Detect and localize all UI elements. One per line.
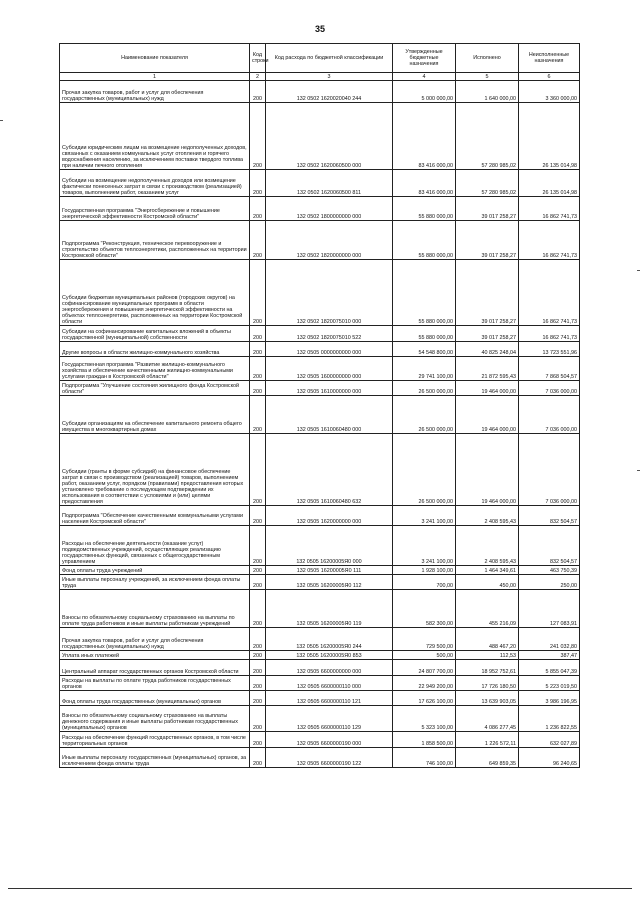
row-approved-amount: 5 000 000,00: [393, 81, 456, 103]
table-row: [60, 575, 580, 590]
row-approved-amount: 5 323 100,00: [393, 706, 456, 732]
row-line-code: 200: [250, 81, 266, 103]
row-unexecuted-amount: 832 504,57: [519, 506, 580, 526]
row-executed-amount: 17 726 180,50: [456, 676, 519, 691]
row-unexecuted-amount: 127 083,91: [519, 590, 580, 628]
row-name: Субсидии (гранты в форме субсидий) на финансовое обеспечение затрат в связи с производством (реализацией) товаров, выполнением работ, оказанием услуг, порядком (правилами) предоставления которых установлено требование о последующем подтверждении их использования в соответствии с условиями и (или) целями предоставления: [60, 434, 250, 506]
column-number: 4: [393, 73, 456, 81]
header-approved: Утвержденные бюджетные назначения: [393, 44, 456, 73]
row-executed-amount: 57 280 985,02: [456, 170, 519, 197]
row-budget-code: 132 0505 1610060480 632: [266, 434, 393, 506]
row-budget-code: 132 0505 6600000110 129: [266, 706, 393, 732]
row-name: Подпрограмма "Обеспечение качественными коммунальными услугами населения Костромской области": [60, 506, 250, 526]
row-approved-amount: 3 241 100,00: [393, 526, 456, 566]
row-budget-code: 132 0502 1820000000 000: [266, 221, 393, 260]
table-row: [60, 81, 580, 103]
row-executed-amount: 4 086 277,45: [456, 706, 519, 732]
row-line-code: 200: [250, 381, 266, 396]
row-executed-amount: 19 464 000,00: [456, 434, 519, 506]
row-executed-amount: 39 017 258,27: [456, 197, 519, 221]
row-approved-amount: 55 880 000,00: [393, 221, 456, 260]
table-row: [60, 660, 580, 676]
table-row: [60, 103, 580, 170]
row-budget-code: 132 0505 1600000000 000: [266, 357, 393, 381]
scan-edge-mark: [0, 120, 3, 121]
header-unexecuted: Неисполненные назначения: [519, 44, 580, 73]
row-approved-amount: 17 626 100,00: [393, 691, 456, 706]
row-line-code: 200: [250, 628, 266, 651]
row-unexecuted-amount: 3 360 000,00: [519, 81, 580, 103]
row-line-code: 200: [250, 396, 266, 434]
row-unexecuted-amount: 16 862 741,73: [519, 326, 580, 342]
row-line-code: 200: [250, 691, 266, 706]
row-budget-code: 132 0505 6600000190 000: [266, 732, 393, 748]
row-unexecuted-amount: 7 036 000,00: [519, 434, 580, 506]
row-executed-amount: 13 639 903,05: [456, 691, 519, 706]
row-name: Государственная программа "Развитие жилищно-коммунального хозяйства и обеспечение качественными жилищно-коммунальными услугами граждан в Костромской области": [60, 357, 250, 381]
row-approved-amount: 83 416 000,00: [393, 170, 456, 197]
row-line-code: 200: [250, 342, 266, 357]
row-executed-amount: 649 859,35: [456, 748, 519, 768]
row-approved-amount: 700,00: [393, 575, 456, 590]
row-budget-code: 132 0505 16200005Я0 119: [266, 590, 393, 628]
row-approved-amount: 26 500 000,00: [393, 434, 456, 506]
table-row: [60, 676, 580, 691]
row-approved-amount: 55 880 000,00: [393, 326, 456, 342]
table-row: [60, 197, 580, 221]
table-row: [60, 628, 580, 651]
row-approved-amount: 3 241 100,00: [393, 506, 456, 526]
row-line-code: 200: [250, 260, 266, 326]
row-name: Иные выплаты персоналу государственных (муниципальных) органов, за исключением фонда оплаты труда: [60, 748, 250, 768]
table-row: [60, 260, 580, 326]
row-executed-amount: 19 464 000,00: [456, 396, 519, 434]
column-number-row: [60, 73, 580, 81]
row-executed-amount: 2 408 595,43: [456, 526, 519, 566]
row-unexecuted-amount: 26 135 014,98: [519, 170, 580, 197]
row-approved-amount: 22 949 200,00: [393, 676, 456, 691]
table-row: [60, 748, 580, 768]
row-name: Другие вопросы в области жилищно-коммунального хозяйства: [60, 342, 250, 357]
header-row-code: Код строки: [250, 44, 266, 73]
row-budget-code: 132 0505 16200005Я0 112: [266, 575, 393, 590]
row-approved-amount: 54 548 800,00: [393, 342, 456, 357]
row-budget-code: 132 0505 1610000000 000: [266, 381, 393, 396]
row-name: Уплата иных платежей: [60, 651, 250, 660]
row-budget-code: 132 0502 1820075010 522: [266, 326, 393, 342]
column-number: 6: [519, 73, 580, 81]
row-name: Субсидии на возмещение недополученных доходов или возмещение фактически понесенных затрат в связи с производством (реализацией) товаров, выполнением работ, оказанием услуг: [60, 170, 250, 197]
row-budget-code: 132 0502 1820075010 000: [266, 260, 393, 326]
row-approved-amount: 1 858 500,00: [393, 732, 456, 748]
table-row: [60, 434, 580, 506]
row-executed-amount: 1 226 572,11: [456, 732, 519, 748]
column-number: 2: [250, 73, 266, 81]
row-name: Фонд оплаты труда учреждений: [60, 566, 250, 575]
row-name: Субсидии организациям на обеспечение капитального ремонта общего имущества в многоквартирных домах: [60, 396, 250, 434]
row-name: Взносы по обязательному социальному страхованию на выплаты по оплате труда работников и иные выплаты работникам учреждений: [60, 590, 250, 628]
row-executed-amount: 40 825 248,04: [456, 342, 519, 357]
row-name: Субсидии на софинансирование капитальных вложений в объекты государственной (муниципальной) собственности: [60, 326, 250, 342]
row-budget-code: 132 0505 6600000190 122: [266, 748, 393, 768]
row-budget-code: 132 0502 1620060500 000: [266, 103, 393, 170]
row-name: Расходы на обеспечение функций государственных органов, в том числе территориальных органов: [60, 732, 250, 748]
row-executed-amount: 39 017 258,27: [456, 221, 519, 260]
row-approved-amount: 55 880 000,00: [393, 197, 456, 221]
table-row: [60, 342, 580, 357]
row-approved-amount: 582 300,00: [393, 590, 456, 628]
row-name: Субсидии юридическим лицам на возмещение недополученных доходов, связанных с оказанием коммунальных услуг отопления и горячего водоснабжения населению, за исключением поставки твердого топлива при наличии печного отопления: [60, 103, 250, 170]
row-line-code: 200: [250, 566, 266, 575]
row-name: Взносы по обязательному социальному страхованию на выплаты денежного содержания и иные выплаты работникам государственных (муниципальных) органов: [60, 706, 250, 732]
row-unexecuted-amount: 3 986 196,95: [519, 691, 580, 706]
row-line-code: 200: [250, 575, 266, 590]
column-number: 5: [456, 73, 519, 81]
row-unexecuted-amount: 16 862 741,73: [519, 221, 580, 260]
row-executed-amount: 112,53: [456, 651, 519, 660]
row-approved-amount: 26 500 000,00: [393, 381, 456, 396]
row-approved-amount: 746 100,00: [393, 748, 456, 768]
row-budget-code: 132 0505 16200005Я0 853: [266, 651, 393, 660]
row-unexecuted-amount: 387,47: [519, 651, 580, 660]
row-unexecuted-amount: 26 135 014,98: [519, 103, 580, 170]
table-row: [60, 221, 580, 260]
table-row: [60, 590, 580, 628]
row-line-code: 200: [250, 651, 266, 660]
row-line-code: 200: [250, 170, 266, 197]
page-number: 35: [314, 24, 325, 34]
row-line-code: 200: [250, 706, 266, 732]
row-approved-amount: 1 928 100,00: [393, 566, 456, 575]
table-row: [60, 732, 580, 748]
row-budget-code: 132 0505 6600000000 000: [266, 660, 393, 676]
row-executed-amount: 39 017 258,27: [456, 260, 519, 326]
table-row: [60, 566, 580, 575]
row-approved-amount: 26 500 000,00: [393, 396, 456, 434]
row-unexecuted-amount: 5 855 047,39: [519, 660, 580, 676]
table-row: [60, 326, 580, 342]
row-name: Государственная программа "Энергосбережение и повышение энергетической эффективности Костромской области": [60, 197, 250, 221]
row-name: Расходы на обеспечение деятельности (оказание услуг) подведомственных учреждений, осуществляющих реализацию государственных функций, связанных с общегосударственным управлением: [60, 526, 250, 566]
row-executed-amount: 1 464 349,61: [456, 566, 519, 575]
row-approved-amount: 500,00: [393, 651, 456, 660]
row-line-code: 200: [250, 197, 266, 221]
row-line-code: 200: [250, 357, 266, 381]
row-name: Подпрограмма "Улучшение состояния жилищного фонда Костромской области": [60, 381, 250, 396]
row-line-code: 200: [250, 506, 266, 526]
row-unexecuted-amount: 1 236 822,55: [519, 706, 580, 732]
row-name: Субсидии бюджетам муниципальных районов (городских округов) на софинансирование муниципальных программ в области энергосбережения и повышения энергетической эффективности на объектах теплоэнергетики, расположенных на территории Костромской области: [60, 260, 250, 326]
row-unexecuted-amount: 7 036 000,00: [519, 396, 580, 434]
row-line-code: 200: [250, 748, 266, 768]
row-line-code: 200: [250, 676, 266, 691]
row-budget-code: 132 0505 16200005Я0 244: [266, 628, 393, 651]
row-executed-amount: 450,00: [456, 575, 519, 590]
table-row: [60, 381, 580, 396]
row-line-code: 200: [250, 221, 266, 260]
row-unexecuted-amount: 96 240,65: [519, 748, 580, 768]
row-executed-amount: 19 464 000,00: [456, 381, 519, 396]
table-row: [60, 357, 580, 381]
table-row: [60, 691, 580, 706]
row-budget-code: 132 0502 1800000000 000: [266, 197, 393, 221]
row-approved-amount: 24 807 700,00: [393, 660, 456, 676]
header-executed: Исполнено: [456, 44, 519, 73]
row-budget-code: 132 0502 1620020040 244: [266, 81, 393, 103]
row-executed-amount: 39 017 258,27: [456, 326, 519, 342]
table-row: [60, 526, 580, 566]
row-name: Фонд оплаты труда государственных (муниципальных) органов: [60, 691, 250, 706]
row-executed-amount: 57 280 985,02: [456, 103, 519, 170]
row-name: Прочая закупка товаров, работ и услуг для обеспечения государственных (муниципальных) нужд: [60, 81, 250, 103]
row-approved-amount: 55 880 000,00: [393, 260, 456, 326]
row-executed-amount: 488 467,20: [456, 628, 519, 651]
row-unexecuted-amount: 832 504,57: [519, 526, 580, 566]
row-executed-amount: 18 952 752,61: [456, 660, 519, 676]
row-line-code: 200: [250, 434, 266, 506]
header-name: Наименование показателя: [60, 44, 250, 73]
row-line-code: 200: [250, 660, 266, 676]
row-executed-amount: 455 216,09: [456, 590, 519, 628]
row-unexecuted-amount: 250,00: [519, 575, 580, 590]
row-unexecuted-amount: 632 027,89: [519, 732, 580, 748]
row-approved-amount: 83 416 000,00: [393, 103, 456, 170]
row-unexecuted-amount: 5 223 019,50: [519, 676, 580, 691]
row-budget-code: 132 0505 0000000000 000: [266, 342, 393, 357]
row-budget-code: 132 0505 1610060480 000: [266, 396, 393, 434]
row-executed-amount: 21 872 595,43: [456, 357, 519, 381]
row-name: Иные выплаты персоналу учреждений, за исключением фонда оплаты труда: [60, 575, 250, 590]
row-unexecuted-amount: 13 723 551,96: [519, 342, 580, 357]
row-name: Расходы на выплаты по оплате труда работников государственных органов: [60, 676, 250, 691]
row-budget-code: 132 0505 16200005Я0 000: [266, 526, 393, 566]
row-unexecuted-amount: 7 036 000,00: [519, 381, 580, 396]
row-unexecuted-amount: 463 750,39: [519, 566, 580, 575]
column-number: 1: [60, 73, 250, 81]
row-unexecuted-amount: 16 862 741,73: [519, 197, 580, 221]
row-name: Подпрограмма "Реконструкция, техническое перевооружение и строительство объектов теплоэнергетики, расположенных на территории Костромской области": [60, 221, 250, 260]
table-row: [60, 706, 580, 732]
column-number: 3: [266, 73, 393, 81]
header-budget-code: Код расхода по бюджетной классификации: [266, 44, 393, 73]
table-row: [60, 506, 580, 526]
row-budget-code: 132 0505 6600000110 121: [266, 691, 393, 706]
row-name: Центральный аппарат государственных органов Костромской области: [60, 660, 250, 676]
row-line-code: 200: [250, 732, 266, 748]
row-budget-code: 132 0505 6600000110 000: [266, 676, 393, 691]
table-header-row: [60, 44, 580, 73]
row-name: Прочая закупка товаров, работ и услуг для обеспечения государственных (муниципальных) нужд: [60, 628, 250, 651]
row-unexecuted-amount: 16 862 741,73: [519, 260, 580, 326]
row-budget-code: 132 0505 1620000000 000: [266, 506, 393, 526]
table-row: [60, 651, 580, 660]
row-unexecuted-amount: 241 032,80: [519, 628, 580, 651]
row-unexecuted-amount: 7 868 504,57: [519, 357, 580, 381]
row-line-code: 200: [250, 326, 266, 342]
table-row: [60, 396, 580, 434]
budget-execution-table: [59, 43, 580, 768]
row-approved-amount: 729 500,00: [393, 628, 456, 651]
row-line-code: 200: [250, 590, 266, 628]
table-row: [60, 170, 580, 197]
row-executed-amount: 1 640 000,00: [456, 81, 519, 103]
row-executed-amount: 2 408 595,43: [456, 506, 519, 526]
row-approved-amount: 29 741 100,00: [393, 357, 456, 381]
row-budget-code: 132 0505 16200005Я0 111: [266, 566, 393, 575]
row-line-code: 200: [250, 526, 266, 566]
row-budget-code: 132 0502 1620060500 811: [266, 170, 393, 197]
row-line-code: 200: [250, 103, 266, 170]
page-bottom-rule: [8, 888, 632, 889]
